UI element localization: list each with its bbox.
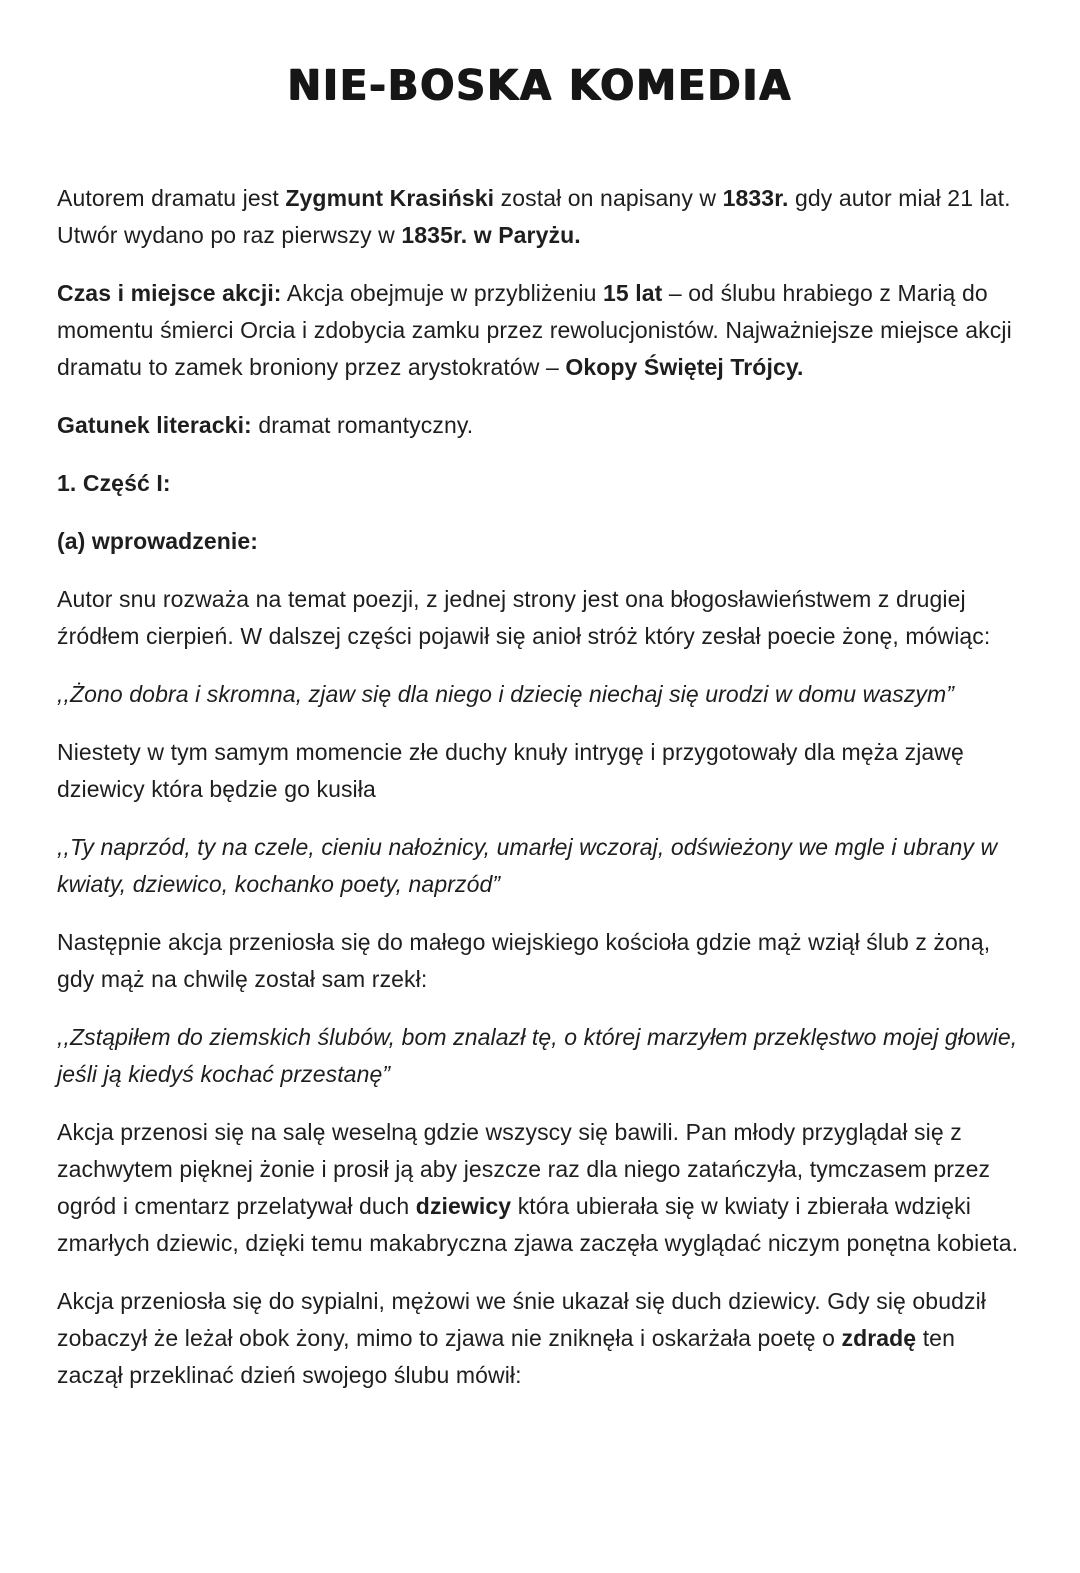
text-segment: Autorem dramatu jest (57, 185, 286, 211)
bold-text-segment: 1835r. w Paryżu. (401, 222, 581, 248)
bold-text-segment: Okopy Świętej Trójcy. (565, 354, 804, 380)
quote-paragraph (57, 1019, 1023, 1093)
paragraph (57, 523, 1023, 560)
bold-text-segment: dziewicy (415, 1193, 512, 1219)
paragraph (57, 275, 1023, 386)
text-segment: Akcja przeniosła się do sypialni, mężowi we śnie ukazał się duch dziewicy. Gdy się obudził zobaczył że leżał obok żony, mimo to zjawa nie zniknęła i oskarżała poetę o (57, 1288, 986, 1351)
text-segment: gdy autor miał 21 lat. Utwór wydano po raz pierwszy w (57, 185, 1011, 248)
text-segment: Akcja przenosi się na salę weselną gdzie wszyscy się bawili. Pan młody przyglądał się z zachwytem pięknej żonie i prosił ją aby jeszcze raz dla niego zatańczyła, tymczasem przez ogród i cmentarz przelatywał duch (57, 1119, 991, 1219)
paragraph (57, 581, 1023, 655)
paragraph (57, 734, 1023, 808)
text-segment: Autor snu rozważa na temat poezji, z jednej strony jest ona błogosławieństwem z drugiej źródłem cierpień. W dalszej części pojawił się anioł stróż który zesłał poecie żonę, mówiąc: (57, 586, 991, 649)
bold-text-segment: Czas i miejsce akcji: (57, 280, 282, 306)
text-segment: został on napisany w (494, 185, 723, 211)
text-segment: która ubierała się w kwiaty i zbierała wdzięki zmarłych dziewic, dzięki temu makabryczna zjawa zaczęła wyglądać niczym ponętna kobieta. (57, 1193, 1019, 1256)
paragraph (57, 924, 1023, 998)
quote-paragraph (57, 829, 1023, 903)
text-segment: Akcja obejmuje w przybliżeniu (281, 280, 603, 306)
quote-paragraph (57, 676, 1023, 713)
bold-text-segment: Gatunek literacki: (57, 412, 252, 438)
text-segment: ,,Ty naprzód, ty na czele, cieniu nałożnicy, umarłej wczoraj, odświeżony we mgle i ubrany w kwiaty, dziewico, kochanko poety, naprzód” (57, 834, 998, 897)
paragraph (57, 180, 1023, 254)
bold-text-segment: zdradę (841, 1325, 917, 1351)
bold-text-segment: (a) wprowadzenie: (57, 528, 259, 554)
text-segment: – od ślubu hrabiego z Marią do momentu śmierci Orcia i zdobycia zamku przez rewolucjonistów. Najważniejsze miejsce akcji dramatu to zamek broniony przez arystokratów – (57, 280, 1012, 380)
text-segment: Następnie akcja przeniosła się do małego wiejskiego kościoła gdzie mąż wziął ślub z żoną, gdy mąż na chwilę został sam rzekł: (57, 929, 991, 992)
text-segment: ,,Zstąpiłem do ziemskich ślubów, bom znalazł tę, o której marzyłem przeklęstwo mojej głowie, jeśli ją kiedyś kochać przestanę” (57, 1024, 1018, 1087)
bold-text-segment: 15 lat (603, 280, 663, 306)
text-segment: dramat romantyczny. (251, 412, 474, 438)
document-body (57, 180, 1023, 1394)
text-segment: ,,Żono dobra i skromna, zjaw się dla niego i dziecię niechaj się urodzi w domu waszym” (57, 681, 955, 707)
bold-text-segment: Zygmunt Krasiński (285, 185, 495, 211)
document-title: NIE-BOSKA KOMEDIA (287, 62, 793, 110)
paragraph (57, 465, 1023, 502)
text-segment: ten zaczął przeklinać dzień swojego ślubu mówił: (57, 1325, 955, 1388)
text-segment: Niestety w tym samym momencie złe duchy knuły intrygę i przygotowały dla męża zjawę dziewicy która będzie go kusiła (57, 739, 964, 802)
paragraph (57, 1114, 1023, 1262)
bold-text-segment: 1833r. (722, 185, 789, 211)
bold-text-segment: 1. Część I: (57, 470, 171, 496)
paragraph (57, 1283, 1023, 1394)
paragraph (57, 407, 1023, 444)
